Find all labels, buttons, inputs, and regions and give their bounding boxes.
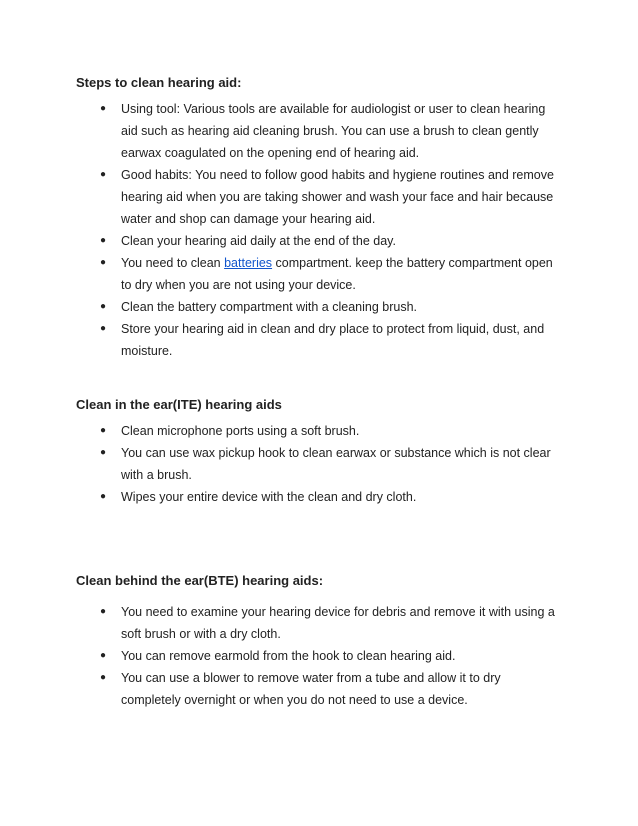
batteries-link[interactable]: batteries: [224, 256, 273, 270]
list-item-text: You can use a blower to remove water from a tube and allow it to dry completely overnight or when you do not need to use a device.: [121, 671, 501, 707]
bullet-icon: ●: [100, 650, 107, 661]
bullet-icon: ●: [100, 491, 107, 502]
bullet-icon: ●: [100, 447, 107, 458]
bullet-icon: ●: [100, 672, 107, 683]
bullet-icon: ●: [100, 606, 107, 617]
section-heading-steps: Steps to clean hearing aid:: [76, 75, 242, 90]
bullet-icon: ●: [100, 169, 107, 180]
section-heading-bte: Clean behind the ear(BTE) hearing aids:: [76, 573, 324, 588]
bullet-icon: ●: [100, 257, 107, 268]
list-item-text: Clean your hearing aid daily at the end of the day.: [121, 234, 396, 248]
list-item-text: You need to examine your hearing device for debris and remove it with using a soft brush or with a dry cloth.: [121, 605, 555, 641]
bullet-icon: ●: [100, 103, 107, 114]
section-heading-ite: Clean in the ear(ITE) hearing aids: [76, 397, 282, 412]
list-item-text: Using tool: Various tools are available for audiologist or user to clean hearing aid such as hearing aid cleaning brush. You can use a brush to clean gently earwax coagulated on the opening end of hearing aid.: [121, 102, 546, 160]
list-item-text: Wipes your entire device with the clean and dry cloth.: [121, 490, 417, 504]
list-item: [0, 486, 561, 508]
list-item-text: You can remove earmold from the hook to clean hearing aid.: [121, 649, 456, 663]
ite-list: [0, 420, 638, 508]
bullet-icon: ●: [100, 235, 107, 246]
list-item-text-before: You need to clean: [121, 256, 225, 270]
list-item-text: Clean the battery compartment with a cleaning brush.: [121, 300, 417, 314]
list-item: [0, 164, 561, 230]
list-item: [0, 318, 561, 362]
list-item-text-after: compartment. keep the battery compartment open to dry when you are not using your device.: [121, 256, 553, 292]
list-item: [0, 645, 561, 667]
list-item-text: Store your hearing aid in clean and dry place to protect from liquid, dust, and moisture.: [121, 322, 545, 358]
list-item: [0, 442, 561, 486]
bte-list: [0, 601, 638, 711]
list-item: [0, 252, 561, 296]
bullet-icon: ●: [100, 301, 107, 312]
list-item-text: Good habits: You need to follow good habits and hygiene routines and remove hearing aid when you are taking shower and wash your face and hair because water and shop can damage your hearing aid.: [121, 168, 554, 226]
list-item: [0, 667, 561, 711]
list-item: [0, 230, 561, 252]
list-item: [0, 98, 561, 164]
list-item: [0, 296, 561, 318]
bullet-icon: ●: [100, 323, 107, 334]
bullet-icon: ●: [100, 425, 107, 436]
list-item-text: Clean microphone ports using a soft brush.: [121, 424, 360, 438]
list-item: [0, 420, 561, 442]
steps-list: [0, 98, 638, 362]
list-item-text: You can use wax pickup hook to clean earwax or substance which is not clear with a brush.: [121, 446, 551, 482]
list-item: [0, 601, 561, 645]
